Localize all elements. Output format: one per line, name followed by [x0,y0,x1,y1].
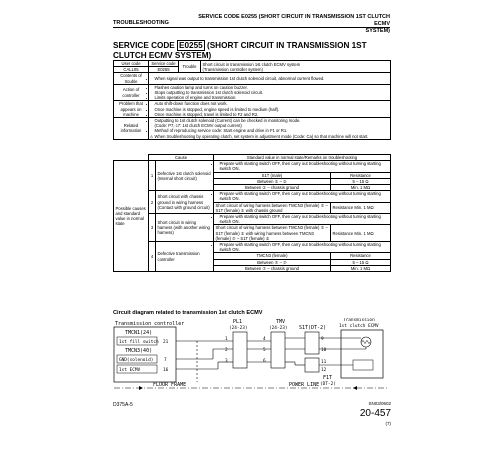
measure-value: 5 – 15 Ω [331,259,391,265]
measure-connector: S1T (male) [214,172,331,178]
cause-value: Min. 1 MΩ [354,230,374,236]
controller-label: Transmission controller [115,321,185,327]
trouble-label: Trouble [179,61,201,73]
tmv-label: TMV [276,319,286,325]
pin-label: 10 [321,348,327,353]
pin-label: 9 [321,337,324,342]
page-header-title [190,14,390,35]
title-suffix: (SHORT CIRCUIT IN TRANSMISSION 1ST CLUTCH ECMV SYSTEM) [113,41,367,60]
cause-prepare-text: • Prepare with starting switch OFF, then carry out troubleshooting without turning starting switch ON. [220,191,389,201]
problem-item: • Once machine is stopped, travel is limited to F2 and R2. [155,112,389,117]
user-code-value: CALL05 [114,67,149,73]
f1t-connector [305,358,319,372]
tmcn1-label: TMCN1(24) [125,330,153,336]
title-code: E0255 [179,41,203,50]
table-row [114,161,391,172]
s1t-label: S1T(DT-2) [299,325,327,331]
coil-winding-icon [362,341,370,344]
contents-label: Contents of trouble [114,73,149,84]
ecmv-box [341,330,383,378]
trouble-info-table [113,60,391,140]
section-header: TROUBLESHOOTING [113,20,169,26]
cause-number: 3 [149,214,156,242]
action-cell [149,84,391,101]
fill-switch-label: 1st fill switch [119,340,159,345]
cause-prepare [214,242,391,253]
title-prefix: SERVICE CODE [113,41,175,50]
floor-frame-label: FLOOR FRAME [153,382,187,388]
page-number: 20-457 [359,408,391,419]
pin-label: 2 [225,348,228,353]
pin-label: 11 [321,360,327,365]
standard-header: Standard value in normal state/Remarks on troubleshooting [214,155,391,161]
pl1-sub-label: (24-23) [229,326,248,331]
measure-quantity: Resistance [331,253,391,259]
action-label: Action of controller [114,84,149,101]
page-header-line-2: SYSTEM) [365,28,390,34]
first-ecmv-label: 1st ECMV [119,368,141,373]
cause-header: Cause [149,155,214,161]
cause-name: Defective 1st clutch solenoid (Internal short circuit) [156,161,214,191]
tmcn3-label: TMCN3(40) [125,348,153,354]
measure-value: Min. 1 MΩ [331,265,391,271]
action-item: • Stops outputting to transmission 1st clutch solenoid circuit. [155,90,389,95]
possible-causes-label: Possible causes and standard value in normal state [114,161,149,272]
measure-value: Min. 1 MΩ [331,185,391,191]
problem-item: • Once machine is stopped, engine speed is limited to medium (half). [155,107,389,112]
pin-label: 1 [225,337,228,342]
table-row [114,118,391,140]
pin-label: 12 [321,368,327,373]
table-row [114,214,391,225]
cause-name: Short circuit with chassis ground in wiring harness (Contact with ground circuit) [156,191,214,214]
problem-label: Problem that appears on machine [114,101,149,118]
table-row [114,84,391,101]
related-label: Related information [114,118,149,140]
page-title [113,41,393,60]
table-row [114,242,391,253]
arrow-left-icon [139,386,143,390]
cause-value: Min. 1 MΩ [354,205,374,211]
related-item: • Outputting to 1st clutch solenoid (Current) can be checked in monitoring mode. [155,118,389,123]
cause-value-label: Resistance [332,230,354,236]
cause-prepare [214,214,391,225]
gnd-solenoid-label: GND(solenoid) [119,358,154,363]
tmv-connector [271,332,285,368]
table-row [114,61,391,67]
cause-detail: Short circuit of wiring harness between TMCN3 (female) ⑦ – S1T (female) ① with wiring harness between TMCN3 (female) ⑦ – S1T (female) ② [214,225,331,242]
related-item: (Code: P7, c7: 1st clutch ECMV output current) [154,123,242,129]
cause-value-cell [331,202,391,213]
tmv-sub-label: (24-23) [269,326,288,331]
table-row [114,101,391,118]
cause-value-label: Resistance [332,205,354,211]
measure-point: Between ② – chassis ground [214,185,331,191]
trouble-text-2: (Transmission controller system) [202,66,263,72]
fill-switch-sensor [353,360,373,370]
table-row [114,191,391,202]
power-line-label: POWER LINE [289,382,320,388]
cause-prepare-text: • Prepare with starting switch OFF, then carry out troubleshooting without turning starting switch ON. [220,242,389,252]
circuit-diagram [113,318,393,398]
page-sub: (7) [385,421,391,426]
cause-prepare-text: • Prepare with starting switch OFF, then carry out troubleshooting without turning starting switch ON. [220,214,389,224]
service-code-value: E0255 [149,67,179,73]
header-rule [113,27,390,28]
problem-item: • Auto shift-down function does not work. [155,101,389,106]
model-label: D375A-5 [113,402,133,408]
related-cell [149,118,391,140]
pl1-connector [233,332,247,368]
trouble-text-1: Short circuit in transmission 1st clutch ECMV system [202,61,301,67]
contents-cell [149,73,391,84]
possible-causes-table [113,154,391,272]
pin-label: 16 [163,368,169,373]
figure-code: SN03/0602 [368,401,391,406]
trouble-description [201,61,391,73]
pin-label: 7 [164,358,167,363]
measure-quantity: Resistance [331,172,391,178]
ecmv-label: 1st clutch ECMV [339,324,379,329]
related-item: ⚠ When troubleshooting by operating clutch, set system in adjustment mode (Code: Ca) so that machine will not start. [155,134,389,139]
f1t-sub-label: (DT-2) [320,382,336,387]
cause-number: 4 [149,242,156,272]
pl1-label: PL1 [233,319,243,325]
page-footer [336,399,391,429]
cause-number: 2 [149,191,156,214]
cause-prepare [214,161,391,172]
contents-text: • When signal was output to transmission 1st clutch solenoid circuit, abnormal current flowed. [155,76,389,81]
f1t-label: F1T [323,375,333,381]
problem-cell [149,101,391,118]
cause-prepare [214,191,391,202]
measure-connector: TMCN3 (female) [214,253,331,259]
cause-number: 1 [149,161,156,191]
pin-label: 3 [225,359,228,364]
measure-value: 5 – 15 Ω [331,178,391,184]
cause-name: Defective transmission controller [156,242,214,272]
pin-label: 5 [263,348,266,353]
pin-label: 4 [263,337,266,342]
table-row [114,73,391,84]
measure-point: Between ⑦ – chassis ground [214,265,331,271]
arrow-right-icon [353,386,357,390]
measure-point: Between ① – ② [214,178,331,184]
s1t-connector [305,332,319,354]
cause-value-cell [331,225,391,242]
action-item: • Limits operation of engine and transmission. [155,95,389,100]
page-header-line-1: SERVICE CODE E0255 (SHORT CIRCUIT IN TRANSMISSION 1ST CLUTCH ECMV [198,14,390,27]
cause-name: Short circuit in wiring harness (with another wiring harness) [156,214,214,242]
action-item: • Flashes caution lamp and turns on caution buzzer. [155,85,389,90]
related-item: • Method of reproducing service code: Start engine and drive in F1 or R1. [155,128,389,133]
pin-label: 21 [163,340,169,345]
cause-prepare-text: • Prepare with starting switch OFF, then carry out troubleshooting without turning starting switch ON. [220,161,389,171]
transmission-label: Transmission [343,318,375,323]
circuit-diagram-title: Circuit diagram related to transmission 1st clutch ECMV [113,310,263,316]
pin-label: 6 [263,359,266,364]
service-code-label: Service code [149,61,179,67]
measure-point: Between ⑦ – ⑦ [214,259,331,265]
user-code-label: User code [114,61,149,67]
cause-detail: Short circuit of wiring harness between TMCN3 (female) ⑦ – S1T (female) ① with chassis ground [214,202,331,213]
